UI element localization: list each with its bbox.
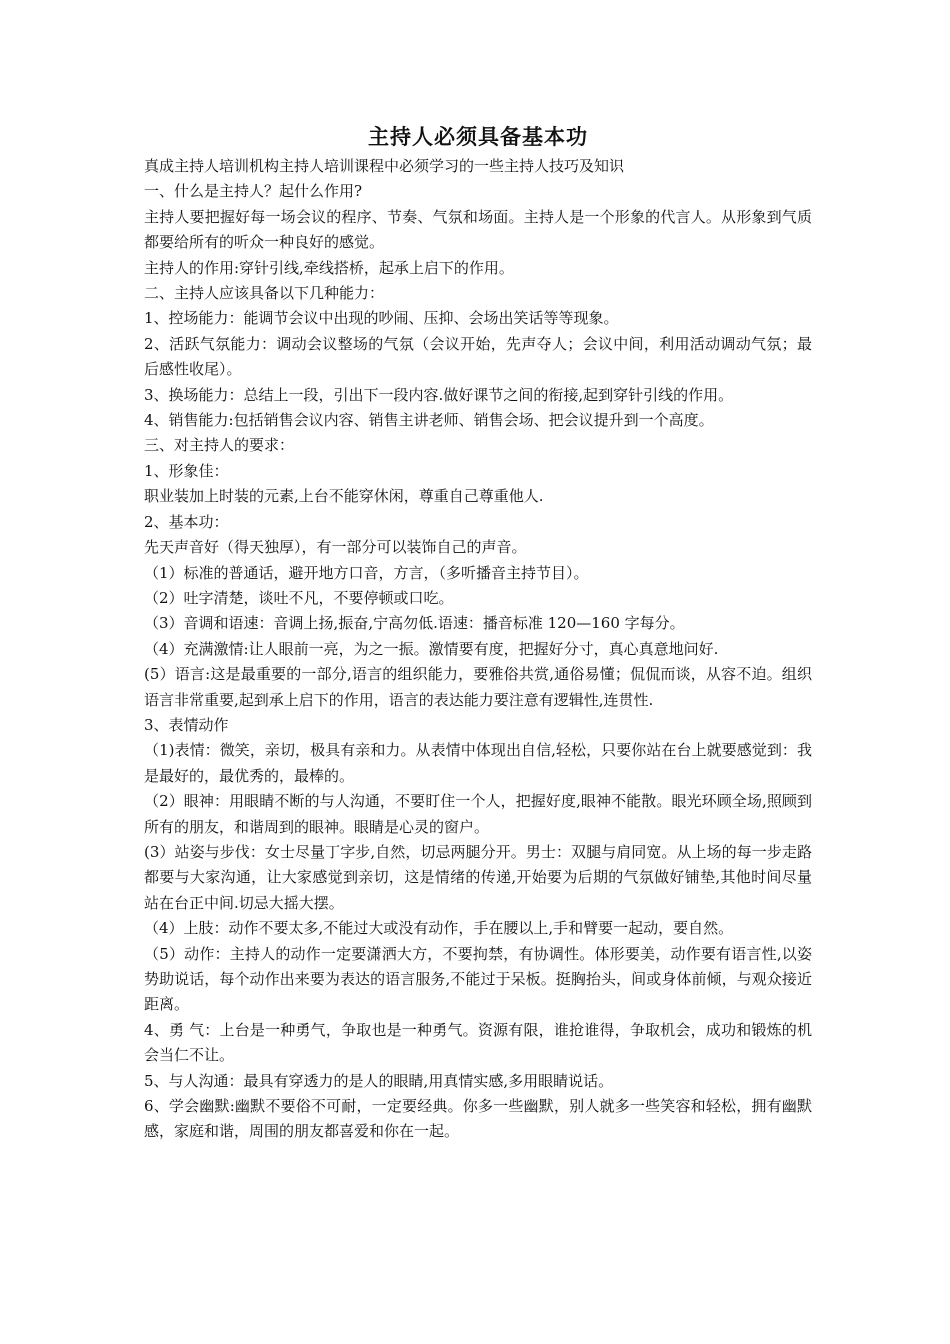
paragraph: （2）眼神：用眼睛不断的与人沟通，不要盯住一个人，把握好度,眼神不能散。眼光环顾全场,照顾到所有的朋友，和谐周到的眼神。眼睛是心灵的窗户。 [144,792,812,836]
paragraph: 4、勇 气：上台是一种勇气，争取也是一种勇气。资源有限，谁抢谁得，争取机会，成功和锻炼的机会当仁不让。 [144,1020,812,1065]
paragraph: 2、基本功： [144,512,229,531]
paragraph: 1、形象佳： [144,461,229,480]
document-page [144,120,812,1145]
paragraph: 主持人要把握好每一场会议的程序、节奏、气氛和场面。主持人是一个形象的代言人。从形象到气质都要给所有的听众一种良好的感觉。 [144,207,812,252]
paragraph: （4）充满激情:让人眼前一亮，为之一振。激情要有度，把握好分寸，真心真意地问好. [144,639,719,658]
paragraph: 二、主持人应该具备以下几种能力： [144,284,385,303]
paragraph: (3）站姿与步伐：女士尽量丁字步,自然，切忌两腿分开。男士：双腿与肩同宽。从上场的每一步走路都要与大家沟通，让大家感觉到亲切，这是情绪的传递,开始要为后期的气氛做好铺垫,其他时间尽量站在台正中间.切忌大摇大摆。 [144,842,812,912]
document-title: 主持人必须具备基本功 [368,124,588,149]
paragraph: 主持人的作用:穿针引线,牵线搭桥，起承上启下的作用。 [144,258,514,277]
paragraph: 真成主持人培训机构主持人培训课程中必须学习的一些主持人技巧及知识 [144,157,625,175]
paragraph: （4）上肢：动作不要太多,不能过大或没有动作，手在腰以上,手和臂要一起动，要自然。 [144,919,734,938]
paragraph: 一、什么是主持人？起什么作用? [144,182,363,201]
paragraph: （2）吐字清楚，谈吐不凡，不要停顿或口吃。 [144,588,454,607]
paragraph: 6、学会幽默:幽默不要俗不可耐，一定要经典。你多一些幽默，别人就多一些笑容和轻松，拥有幽默感，家庭和谐，周围的朋友都喜爱和你在一起。 [144,1097,812,1141]
paragraph: 三、对主持人的要求： [144,436,295,455]
paragraph: （5）动作：主持人的动作一定要潇洒大方，不要拘禁，有协调性。体形要美，动作要有语言性,以姿势助说话，每个动作出来要为表达的语言服务,不能过于呆板。挺胸抬头，间或身体前倾，与观众接近距离。 [144,944,812,1014]
paragraph: 4、销售能力:包括销售会议内容、销售主讲老师、销售会场、把会议提升到一个高度。 [144,411,714,430]
paragraph: 先天声音好（得天独厚），有一部分可以装饰自己的声音。 [144,538,527,557]
paragraph: 3、表情动作 [144,715,229,734]
paragraph: 2、活跃气氛能力：调动会议整场的气氛（会议开始，先声夺人；会议中间，利用活动调动气氛；最后感性收尾）。 [144,334,812,379]
document-body [144,154,812,1145]
paragraph: （1)表情：微笑，亲切，极具有亲和力。从表情中体现出自信,轻松，只要你站在台上就要感觉到：我是最好的，最优秀的，最棒的。 [144,741,812,785]
paragraph: 职业装加上时装的元素,上台不能穿休闲，尊重自己尊重他人. [144,487,544,506]
paragraph: (5）语言:这是最重要的一部分,语言的组织能力，要雅俗共赏,通俗易懂；侃侃而谈，从容不迫。组织语言非常重要,起到承上启下的作用，语言的表达能力要注意有逻辑性,连贯性. [144,665,812,709]
paragraph: （1）标准的普通话，避开地方口音，方言，（多听播音主持节目）。 [144,563,589,582]
paragraph: 1、控场能力：能调节会议中出现的吵闹、压抑、会场出笑话等等现象。 [144,309,619,328]
paragraph: 3、换场能力：总结上一段，引出下一段内容.做好课节之间的衔接,起到穿针引线的作用。 [144,385,734,404]
paragraph: 5、与人沟通：最具有穿透力的是人的眼睛,用真情实感,多用眼睛说话。 [144,1071,614,1090]
paragraph: （3）音调和语速：音调上扬,振奋,宁高勿低.语速：播音标准 120—160 字每分。 [144,614,685,633]
